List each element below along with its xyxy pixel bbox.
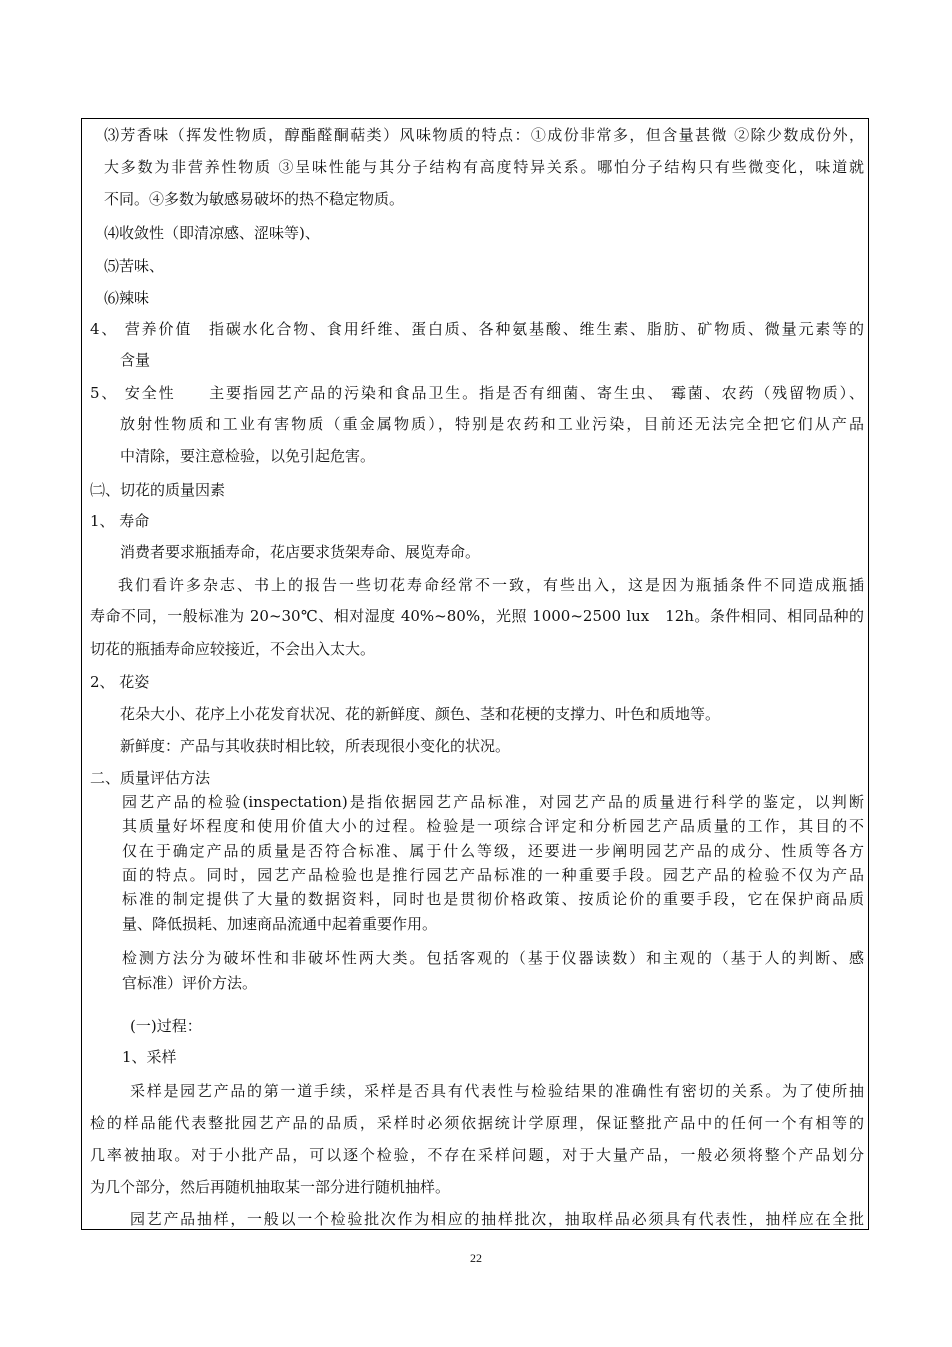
text-line: (一)过程： [130, 1017, 202, 1035]
text-line: 大多数为非营养性物质 ③呈味性能与其分子结构有高度特异关系。哪怕分子结构只有些微变化，味道就 [104, 158, 864, 176]
text-line: 中清除，要注意检验，以免引起危害。 [120, 447, 376, 465]
text-line: ⑸苦味、 [104, 257, 165, 275]
text-line: 园艺产品抽样，一般以一个检验批次作为相应的抽样批次，抽取样品必须具有代表性，抽样应在全批 [130, 1210, 864, 1228]
text-line: 不同。④多数为敏感易破坏的热不稳定物质。 [104, 190, 405, 208]
text-line: 仅在于确定产品的质量是否符合标准、属于什么等级，还要进一步阐明园艺产品的成分、性质等各方 [122, 842, 864, 860]
text-line: 新鲜度：产品与其收获时相比较，所表现很小变化的状况。 [120, 737, 511, 755]
page-number: 22 [470, 1251, 482, 1265]
text-line: 放射性物质和工业有害物质（重金属物质），特别是农药和工业污染，目前还无法完全把它们从产品 [120, 415, 864, 433]
text-line: 1、采样 [122, 1048, 177, 1066]
text-line: 5、 安全性 主要指园艺产品的污染和食品卫生。指是否有细菌、寄生虫、 霉菌、农药（残留物质）、 [90, 384, 864, 402]
text-line: 几率被抽取。对于小批产品，可以逐个检验，不存在采样问题，对于大量产品，一般必须将整个产品划分 [90, 1146, 864, 1164]
section-heading: ㈡、切花的质量因素 [90, 481, 226, 499]
text-line: 1、 寿命 [90, 512, 150, 530]
text-line: 标准的制定提供了大量的数据资料，同时也是贯彻价格政策、按质论价的重要手段，它在保护商品质 [122, 890, 864, 908]
text-line: 消费者要求瓶插寿命，花店要求货架寿命、展览寿命。 [120, 543, 481, 561]
text-line: 为几个部分，然后再随机抽取某一部分进行随机抽样。 [90, 1178, 451, 1196]
text-line: 园艺产品的检验(inspectation)是指依据园艺产品标准，对园艺产品的质量进行科学的鉴定，以判断 [122, 793, 864, 811]
text-line: 量、降低损耗、加速商品流通中起着重要作用。 [122, 915, 438, 933]
text-line: ⑷收敛性（即清凉感、涩味等)、 [104, 224, 320, 242]
text-line: 4、 营养价值 指碳水化合物、食用纤维、蛋白质、各种氨基酸、维生素、脂肪、矿物质、微量元素等的 [90, 320, 864, 338]
text-line: 寿命不同，一般标准为 20~30℃、相对湿度 40%~80%，光照 1000~2500 lux 12h。条件相同、相同品种的 [90, 607, 864, 625]
text-line: 检测方法分为破坏性和非破坏性两大类。包括客观的（基于仪器读数）和主观的（基于人的判断、感 [122, 949, 864, 967]
text-line: 切花的瓶插寿命应较接近，不会出入太大。 [90, 640, 376, 658]
content-frame [81, 118, 869, 1230]
text-line: 含量 [120, 351, 151, 369]
text-line: ⑶芳香味（挥发性物质，醇酯醛酮萜类）风味物质的特点：①成份非常多，但含量甚微 ②除少数成份外， [104, 126, 864, 144]
section-heading: 二、质量评估方法 [90, 769, 211, 787]
text-line: 我们看许多杂志、书上的报告一些切花寿命经常不一致，有些出入，这是因为瓶插条件不同造成瓶插 [118, 576, 864, 594]
text-line: ⑹辣味 [104, 289, 150, 307]
text-line: 其质量好坏程度和使用价值大小的过程。检验是一项综合评定和分析园艺产品质量的工作，其目的不 [122, 817, 864, 835]
text-line: 2、 花姿 [90, 673, 150, 691]
text-line: 花朵大小、花序上小花发育状况、花的新鲜度、颜色、茎和花梗的支撑力、叶色和质地等。 [120, 705, 721, 723]
text-line: 检的样品能代表整批园艺产品的品质，采样时必须依据统计学原理，保证整批产品中的任何一个有相等的 [90, 1114, 864, 1132]
text-line: 面的特点。同时，园艺产品检验也是推行园艺产品标准的一种重要手段。园艺产品的检验不仅为产品 [122, 866, 864, 884]
text-line: 官标准）评价方法。 [122, 974, 258, 992]
text-line: 采样是园艺产品的第一道手续，采样是否具有代表性与检验结果的准确性有密切的关系。为了使所抽 [130, 1082, 864, 1100]
